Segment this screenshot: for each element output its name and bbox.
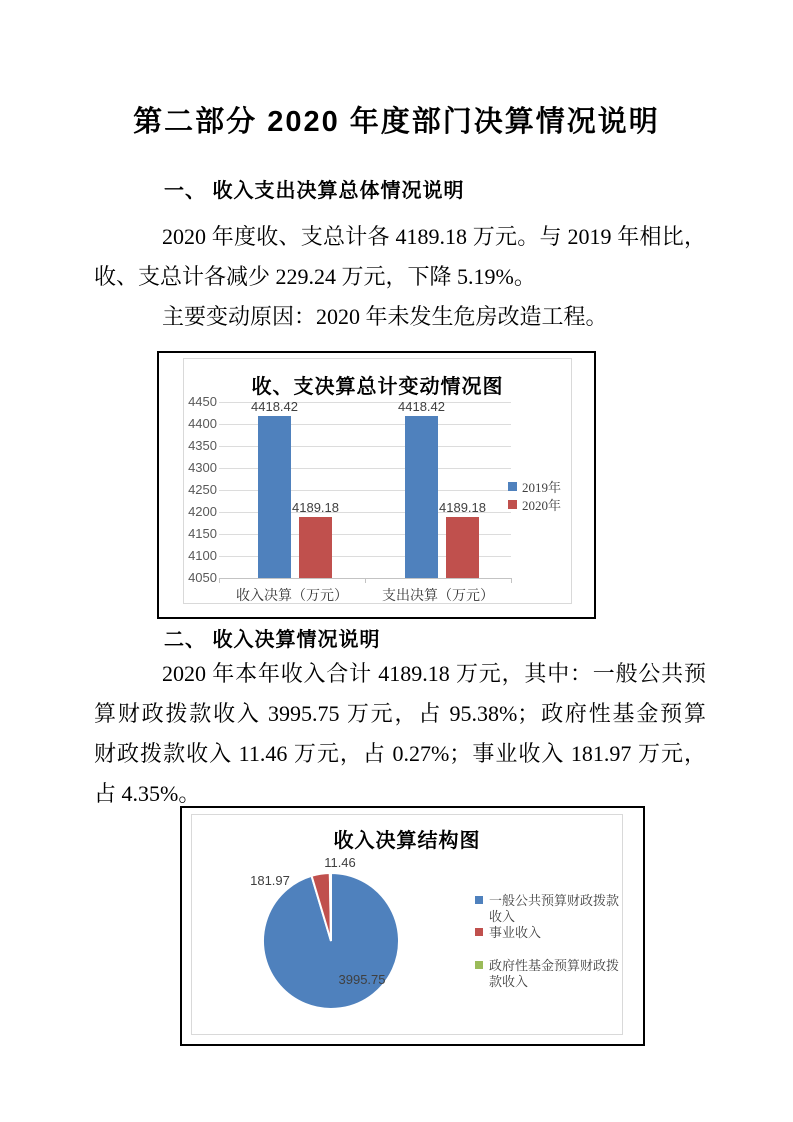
legend-label: 政府性基金预算财政拨款收入 <box>489 958 620 989</box>
text-line: 财政拨款收入 11.46 万元，占 0.27%；事业收入 181.97 万元， <box>94 741 706 766</box>
x-category-label: 收入决算（万元） <box>236 589 348 604</box>
legend-label: 2019年 <box>522 480 562 495</box>
pie-value-label: 11.46 <box>324 855 356 870</box>
y-axis-tick-label: 4050 <box>188 570 217 585</box>
legend-item <box>475 925 625 941</box>
legend-label: 一般公共预算财政拨款收入 <box>489 893 620 924</box>
bar-chart-frame <box>157 351 596 619</box>
bar-value-label: 4418.42 <box>398 398 445 414</box>
x-category-label: 支出决算（万元） <box>382 589 494 604</box>
text-line: 占 4.35%。 <box>94 781 201 806</box>
bar-value-label: 4189.18 <box>292 499 339 515</box>
legend-swatch-icon <box>475 896 483 904</box>
page-title: 第二部分 2020 年度部门决算情况说明 <box>133 106 660 138</box>
legend-swatch-icon <box>508 482 517 491</box>
bar-chart-title: 收、支决算总计变动情况图 <box>251 376 504 398</box>
legend-item <box>508 495 561 514</box>
x-axis-tick <box>219 578 220 583</box>
y-axis-tick-label: 4150 <box>188 526 217 541</box>
pie-value-label: 3995.75 <box>338 972 386 987</box>
section-1-paragraph-1 <box>94 217 706 297</box>
legend-swatch-icon <box>508 500 517 509</box>
legend-item <box>475 893 625 925</box>
text-line: 收、支总计各减少 229.24 万元，下降 5.19%。 <box>94 264 536 289</box>
pie-chart-frame <box>180 806 645 1046</box>
bar-value-label: 4418.42 <box>251 398 298 414</box>
bar-2020年-支出决算（万元） <box>446 517 479 578</box>
legend-swatch-icon <box>475 928 483 936</box>
bar-2019年-支出决算（万元） <box>405 416 438 578</box>
x-axis-tick <box>365 578 366 583</box>
legend-label: 2020年 <box>522 498 562 513</box>
y-axis-tick-label: 4250 <box>188 482 217 497</box>
pie-chart-title: 收入决算结构图 <box>333 830 481 852</box>
y-axis-tick-label: 4450 <box>188 394 217 409</box>
legend-swatch-icon <box>475 961 483 969</box>
bar-2019年-收入决算（万元） <box>258 416 291 578</box>
bar-value-label: 4189.18 <box>439 499 486 515</box>
text-line: 2020 年度收、支总计各 4189.18 万元。与 2019 年相比， <box>162 224 706 249</box>
section-1-paragraph-2 <box>94 297 706 337</box>
y-axis-tick-label: 4200 <box>188 504 217 519</box>
text-line: 算财政拨款收入 3995.75 万元，占 95.38%；政府性基金预算 <box>94 701 706 726</box>
bar-2020年-收入决算（万元） <box>299 517 332 578</box>
legend-label: 事业收入 <box>489 925 542 940</box>
legend-item <box>475 958 625 990</box>
y-axis-tick-label: 4400 <box>188 416 217 431</box>
pie-chart <box>191 814 623 1035</box>
text-line: 2020 年本年收入合计 4189.18 万元，其中：一般公共预 <box>162 661 706 686</box>
legend-item <box>508 477 561 496</box>
pie-value-label: 181.97 <box>250 873 290 888</box>
bar-chart <box>183 358 572 604</box>
y-axis-tick-label: 4100 <box>188 548 217 563</box>
y-axis-tick-label: 4350 <box>188 438 217 453</box>
y-axis-tick-label: 4300 <box>188 460 217 475</box>
section-2-heading: 二、 收入决算情况说明 <box>164 629 381 651</box>
section-1-heading: 一、 收入支出决算总体情况说明 <box>164 180 465 202</box>
text-line: 主要变动原因：2020 年未发生危房改造工程。 <box>162 304 608 329</box>
pie-slice-政府性基金预算财政拨款收入 <box>330 873 331 941</box>
section-2-paragraph-1 <box>94 654 706 814</box>
x-axis-tick <box>511 578 512 583</box>
